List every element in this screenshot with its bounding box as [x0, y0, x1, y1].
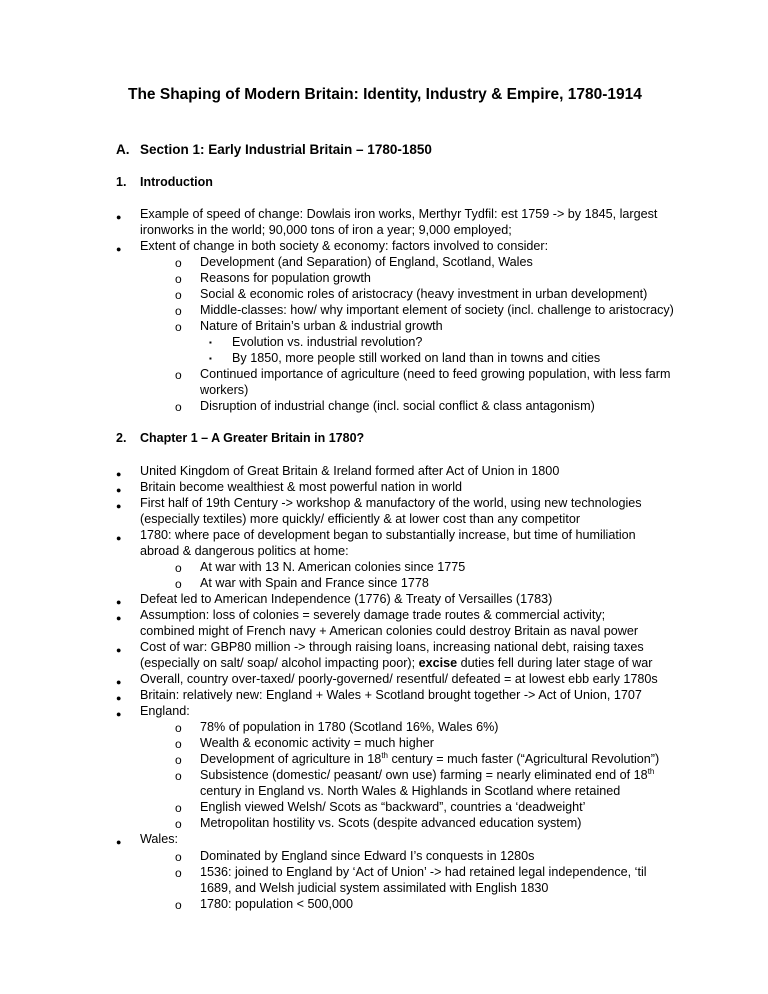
sub-bullet-text: Middle-classes: how/ why important element of society (incl. challenge to aristocracy): [200, 303, 674, 317]
sub-bullet-text: At war with Spain and France since 1778: [200, 576, 429, 590]
circle-bullet-icon: o: [175, 400, 182, 414]
sub-sub-bullet-text: By 1850, more people still worked on land than in towns and cities: [232, 351, 601, 365]
sub-bullet-text: 78% of population in 1780 (Scotland 16%, Wales 6%): [200, 720, 499, 734]
bullet-text: Cost of war: GBP80 million -> through raising loans, increasing national debt, raising taxes: [140, 640, 644, 654]
sub-bullet-text: Social & economic roles of aristocracy (heavy investment in urban development): [200, 287, 648, 301]
circle-bullet-icon: o: [175, 288, 182, 302]
intro-marker: 1.: [116, 175, 127, 189]
circle-bullet-icon: o: [175, 304, 182, 318]
bullet-icon: ●: [116, 244, 122, 254]
bullet-text: (especially textiles) more quickly/ efficiently & at lower cost than any competitor: [140, 512, 581, 526]
sub-sub-bullet-text: Evolution vs. industrial revolution?: [232, 335, 423, 349]
bullet-icon: ●: [116, 597, 122, 607]
bullet-text: Wales:: [140, 832, 179, 846]
bullet-text: combined might of French navy + American colonies could destroy Britain as naval power: [140, 624, 639, 638]
excise-term: excise: [418, 656, 458, 670]
square-bullet-icon: ▪: [209, 338, 212, 347]
bullet-text: England:: [140, 704, 190, 718]
superscript: th: [381, 750, 388, 760]
circle-bullet-icon: o: [175, 368, 182, 382]
intro-heading: Introduction: [140, 175, 213, 189]
bullet-icon: ●: [116, 693, 122, 703]
document-title: The Shaping of Modern Britain: Identity, Industry & Empire, 1780-1914: [128, 86, 642, 103]
sub-bullet-text: 1689, and Welsh judicial system assimilated with English 1830: [200, 881, 549, 895]
circle-bullet-icon: o: [175, 577, 182, 591]
chapter-heading: Chapter 1 – A Greater Britain in 1780?: [140, 431, 365, 445]
circle-bullet-icon: o: [175, 256, 182, 270]
bullet-icon: ●: [116, 485, 122, 495]
bullet-text: Assumption: loss of colonies = severely damage trade routes & commercial activity;: [140, 608, 606, 622]
superscript: th: [647, 766, 655, 776]
section-heading: Section 1: Early Industrial Britain – 1780-1850: [140, 142, 432, 157]
bullet-text: First half of 19th Century -> workshop & manufactory of the world, using new technologies: [140, 496, 642, 510]
bullet-icon: ●: [116, 645, 122, 655]
circle-bullet-icon: o: [175, 801, 182, 815]
section-marker: A.: [116, 142, 130, 157]
bullet-text: Extent of change in both society & economy: factors involved to consider:: [140, 239, 549, 253]
sub-bullet-text: 1536: joined to England by ‘Act of Union’ -> had retained legal independence, ‘til: [200, 865, 647, 879]
bullet-icon: ●: [116, 533, 122, 543]
bullet-text: Britain become wealthiest & most powerful nation in world: [140, 480, 462, 494]
bullet-icon: ●: [116, 677, 122, 687]
sub-bullet-text: Reasons for population growth: [200, 271, 371, 285]
bullet-text: abroad & dangerous politics at home:: [140, 544, 349, 558]
bullet-text: Example of speed of change: Dowlais iron works, Merthyr Tydfil: est 1759 -> by 1845, largest: [140, 207, 658, 221]
text-run: century = much faster (“Agricultural Revolution”): [387, 752, 660, 766]
text-run: Subsistence (domestic/ peasant/ own use) farming = nearly eliminated end of 18: [200, 768, 648, 782]
circle-bullet-icon: o: [175, 721, 182, 735]
bullet-text: Defeat led to American Independence (1776) & Treaty of Versailles (1783): [140, 592, 553, 606]
bullet-icon: ●: [116, 613, 122, 623]
sub-bullet-text: Continued importance of agriculture (need to feed growing population, with less farm: [200, 367, 671, 381]
bullet-icon: ●: [116, 469, 122, 479]
sub-bullet-text: workers): [200, 383, 249, 397]
circle-bullet-icon: o: [175, 769, 182, 783]
bullet-text: United Kingdom of Great Britain & Ireland formed after Act of Union in 1800: [140, 464, 560, 478]
bullet-icon: ●: [116, 501, 122, 511]
text-run: Development of agriculture in 18: [200, 752, 382, 766]
bullet-text: 1780: where pace of development began to substantially increase, but time of humiliation: [140, 528, 636, 542]
bullet-icon: ●: [116, 709, 122, 719]
circle-bullet-icon: o: [175, 272, 182, 286]
bullet-text: ironworks in the world; 90,000 tons of iron a year; 9,000 employed;: [140, 223, 512, 237]
sub-bullet-text: English viewed Welsh/ Scots as “backward”, countries a ‘deadweight’: [200, 800, 586, 814]
sub-bullet-text: Nature of Britain’s urban & industrial growth: [200, 319, 443, 333]
text-run: duties fell during later stage of war: [457, 656, 653, 670]
sub-bullet-text: 1780: population < 500,000: [200, 897, 354, 911]
text-run: (especially on salt/ soap/ alcohol impacting poor);: [140, 656, 419, 670]
sub-bullet-text: century in England vs. North Wales & Highlands in Scotland where retained: [200, 784, 621, 798]
circle-bullet-icon: o: [175, 320, 182, 334]
sub-bullet-text: Development (and Separation) of England, Scotland, Wales: [200, 255, 533, 269]
bullet-icon: ●: [116, 212, 122, 222]
bullet-text: Britain: relatively new: England + Wales + Scotland brought together -> Act of Union, 1707: [140, 688, 642, 702]
sub-bullet-text: Wealth & economic activity = much higher: [200, 736, 434, 750]
sub-bullet-text: [200, 768, 654, 784]
bullet-text: Overall, country over-taxed/ poorly-governed/ resentful/ defeated = at lowest ebb early 1780s: [140, 672, 658, 686]
sub-bullet-text: Dominated by England since Edward I’s conquests in 1280s: [200, 849, 535, 863]
bullet-icon: ●: [116, 837, 122, 847]
square-bullet-icon: ▪: [209, 354, 212, 363]
circle-bullet-icon: o: [175, 850, 182, 864]
circle-bullet-icon: o: [175, 753, 182, 767]
chapter-marker: 2.: [116, 431, 127, 445]
sub-bullet-text: Metropolitan hostility vs. Scots (despite advanced education system): [200, 816, 582, 830]
bullet-text: [140, 656, 652, 672]
sub-bullet-text: At war with 13 N. American colonies since 1775: [200, 560, 466, 574]
circle-bullet-icon: o: [175, 737, 182, 751]
sub-bullet-text: Disruption of industrial change (incl. social conflict & class antagonism): [200, 399, 595, 413]
circle-bullet-icon: o: [175, 866, 182, 880]
circle-bullet-icon: o: [175, 561, 182, 575]
circle-bullet-icon: o: [175, 817, 182, 831]
circle-bullet-icon: o: [175, 898, 182, 912]
sub-bullet-text: [200, 752, 659, 768]
